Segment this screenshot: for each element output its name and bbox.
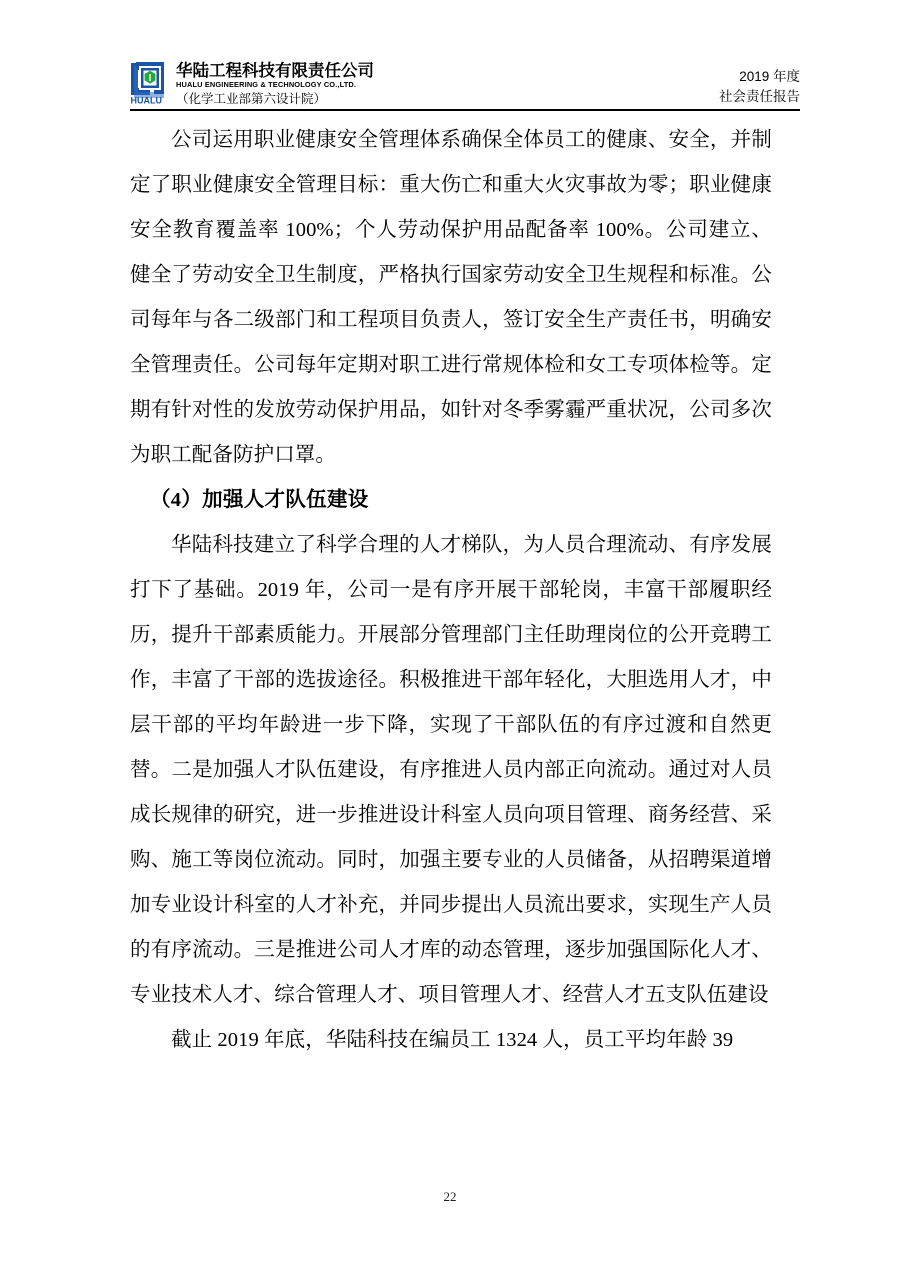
paragraph-occupational-health: 公司运用职业健康安全管理体系确保全体员工的健康、安全，并制定了职业健康安全管理目标：重大伤亡和重大火灾事故为零；职业健康安全教育覆盖率 100%；个人劳动保护用品配备率 100%。公司建立、健全了劳动安全卫生制度，严格执行国家劳动安全卫生规程和标准。公司每年与各二级部门和工程项目负责人，签订安全生产责任书，明确安全管理责任。公司每年定期对职工进行常规体检和女工专项体检等。定期有针对性的发放劳动保护用品，如针对冬季雾霾严重状况，公司多次为职工配备防护口罩。 bbox=[130, 129, 772, 466]
report-year: 2019 年度 bbox=[739, 69, 800, 84]
company-name-en: HUALU ENGINEERING & TECHNOLOGY CO.,LTD. bbox=[176, 80, 357, 89]
company-branding bbox=[130, 61, 374, 108]
company-name-cn: 华陆工程科技有限责任公司 bbox=[176, 62, 374, 80]
company-subtitle-cn: （化学工业部第六设计院） bbox=[176, 92, 327, 106]
paragraph-talent-team: 华陆科技建立了科学合理的人才梯队，为人员合理流动、有序发展打下了基础。2019 年，公司一是有序开展干部轮岗，丰富干部履职经历，提升干部素质能力。开展部分管理部门主任助理岗位的公开竞聘工作，丰富了干部的选拔途径。积极推进干部年轻化，大胆选用人才，中层干部的平均年龄进一步下降，实现了干部队伍的有序过渡和自然更替。二是加强人才队伍建设，有序推进人员内部正向流动。通过对人员成长规律的研究，进一步推进设计科室人员向项目管理、商务经营、采购、施工等岗位流动。同时，加强主要专业的人员储备，从招聘渠道增加专业设计科室的人才补充，并同步提出人员流出要求，实现生产人员的有序流动。三是推进公司人才库的动态管理，逐步加强国际化人才、专业技术人才、综合管理人才、项目管理人才、经营人才五支队伍建设 bbox=[130, 534, 772, 1006]
page-content bbox=[130, 118, 772, 1063]
logo-wordmark: HUALU bbox=[130, 95, 162, 105]
company-name-block bbox=[176, 61, 374, 108]
paragraph-employee-stats: 截止 2019 年底，华陆科技在编员工 1324 人，员工平均年龄 39 bbox=[171, 1029, 734, 1051]
page-number: 22 bbox=[443, 1189, 457, 1204]
report-identifier bbox=[719, 67, 800, 108]
header-divider bbox=[130, 109, 800, 111]
page-header bbox=[130, 52, 800, 108]
report-title: 社会责任报告 bbox=[719, 89, 800, 104]
section-heading-talent-team: （4）加强人才队伍建设 bbox=[150, 489, 369, 511]
hualu-logo-icon bbox=[130, 61, 170, 105]
